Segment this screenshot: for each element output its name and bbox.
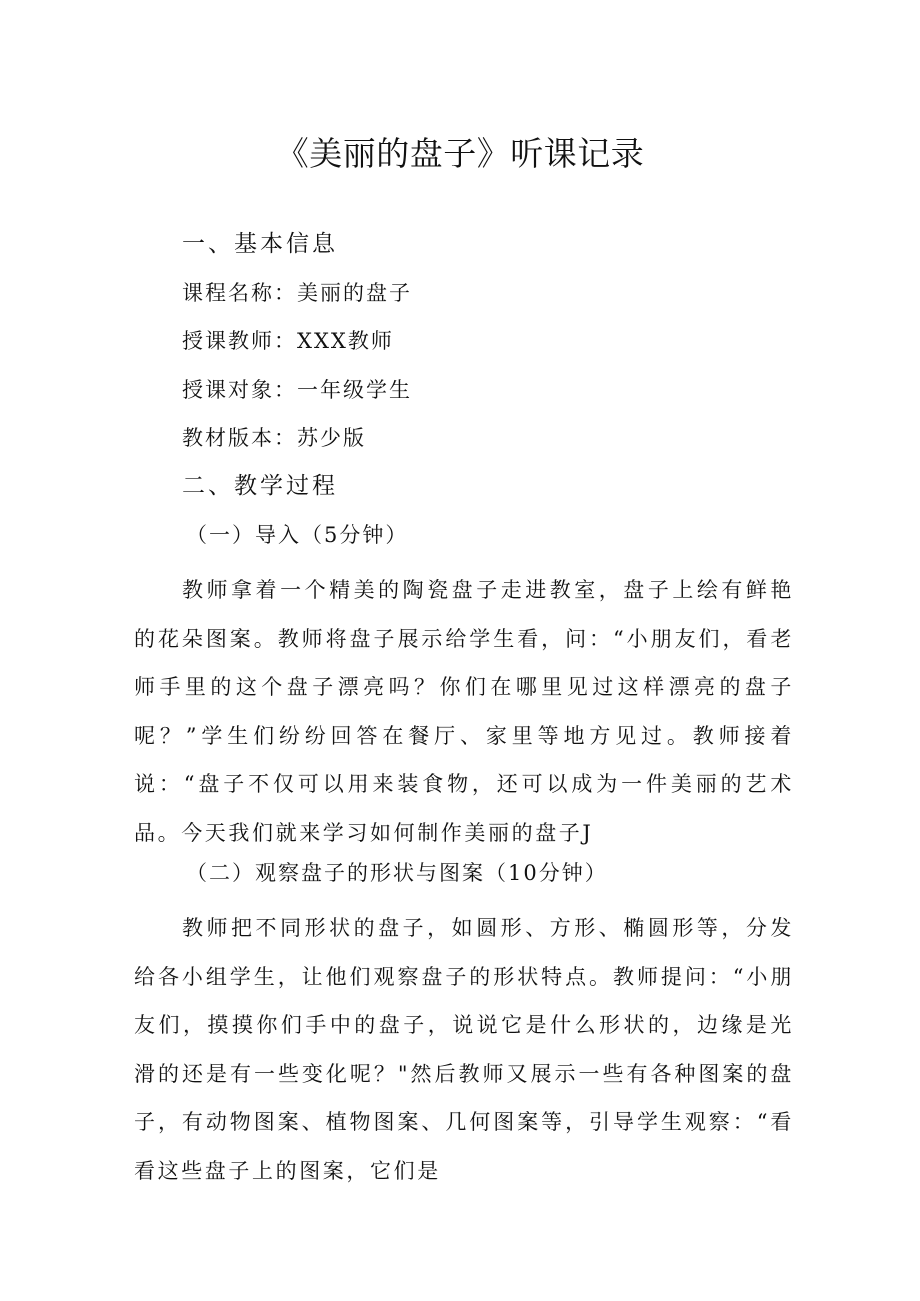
- section-basic-info-heading: 一、基本信息: [182, 231, 338, 257]
- teacher-line: 授课教师：XXX教师: [182, 329, 394, 353]
- textbook-line: 教材版本：苏少版: [182, 426, 366, 450]
- part-observe-paragraph: 教师把不同形状的盘子，如圆形、方形、椭圆形等，分发给各小组学生，让他们观察盘子的形状特点。教师提问：“小朋友们，摸摸你们手中的盘子，说说它是什么形状的，边缘是光滑的还是有一些变化呢？"然后教师又展示一些有各种图案的盘子，有动物图案、植物图案、几何图案等，引导学生观察：“看看这些盘子上的图案，它们是: [134, 916, 794, 1183]
- course-name-line: 课程名称：美丽的盘子: [182, 281, 412, 305]
- part-intro-paragraph: 教师拿着一个精美的陶瓷盘子走进教室，盘子上绘有鲜艳的花朵图案。教师将盘子展示给学生看，问：“小朋友们，看老师手里的这个盘子漂亮吗？你们在哪里见过这样漂亮的盘子呢？”学生们纷纷回答在餐厅、家里等地方见过。教师接着说：“盘子不仅可以用来装食物，还可以成为一件美丽的艺术品。今天我们就来学习如何制作美丽的盘子J: [134, 578, 794, 845]
- document-title: 《美丽的盘子》听课记录: [275, 134, 645, 173]
- part-observe-heading: （二）观察盘子的形状与图案（10分钟）: [186, 861, 608, 885]
- audience-line: 授课对象：一年级学生: [182, 378, 412, 402]
- part-intro-heading: （一）导入（5分钟）: [186, 523, 409, 547]
- section-teaching-process-heading: 二、教学过程: [182, 473, 338, 499]
